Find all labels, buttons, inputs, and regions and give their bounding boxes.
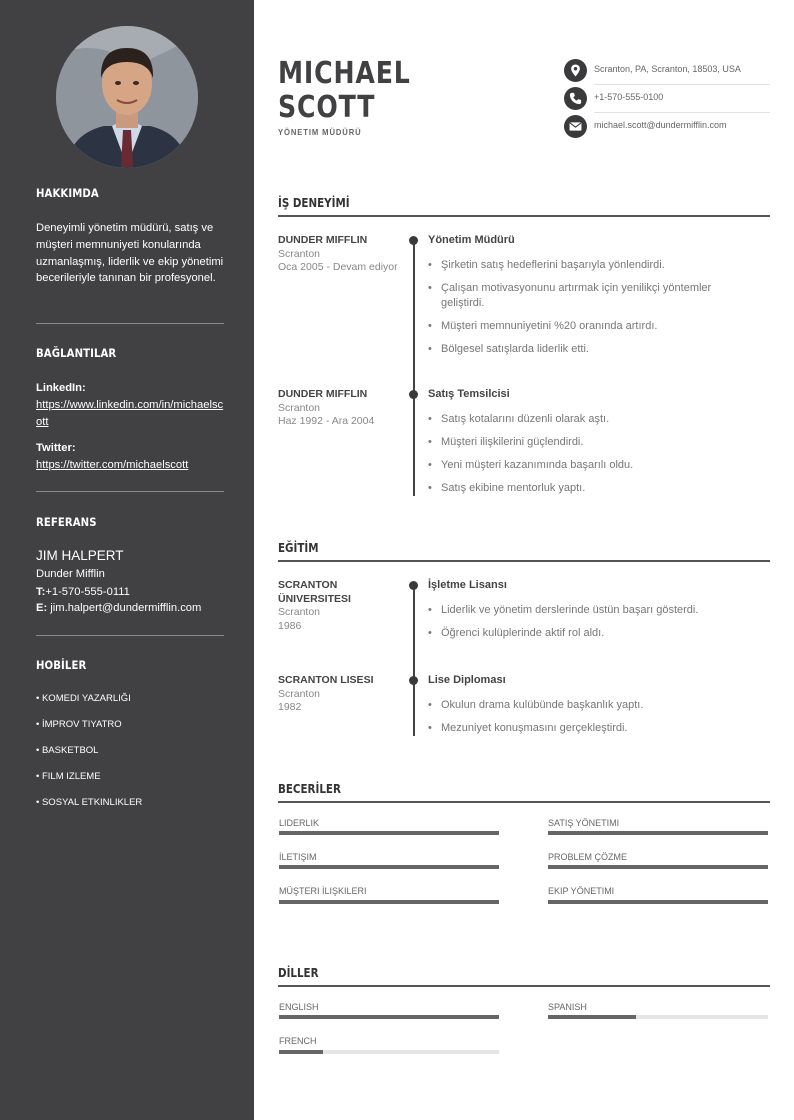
hobby-label: KOMEDI YAZARLIĞI	[41, 693, 131, 704]
link-linkedin	[36, 380, 226, 430]
email-text: michael.scott@dundermifflin.com	[594, 120, 727, 130]
language-bar	[279, 1015, 499, 1019]
section-divider	[278, 560, 770, 562]
contact-divider	[594, 112, 770, 113]
language-bar-fill	[279, 1015, 499, 1019]
company-location: Scranton	[278, 401, 321, 414]
reference-email-value: jim.halpert@dundermifflin.com	[50, 602, 202, 614]
experience-dates: Oca 2005 - Devam ediyor	[278, 261, 398, 273]
skill-label: SATIŞ YÖNETIMI	[548, 818, 620, 828]
envelope-icon	[564, 115, 587, 138]
experience-dates: Haz 1992 - Ara 2004	[278, 415, 375, 427]
experience-bullet: • Satış kotalarını düzenli olarak aştı.	[428, 412, 748, 427]
language-bar	[548, 1015, 768, 1019]
hobby-item: • KOMEDI YAZARLIĞI	[36, 693, 131, 704]
company-location: Scranton	[278, 247, 321, 260]
hobby-label: SOSYAL ETKINLIKLER	[41, 797, 143, 808]
hobby-label: FILM IZLEME	[41, 771, 101, 782]
experience-timeline	[413, 240, 415, 496]
hobby-label: BASKETBOL	[41, 745, 99, 756]
hobbies-heading: HOBİLER	[36, 658, 87, 672]
experience-bullet: • Müşteri ilişkilerini güçlendirdi.	[428, 435, 748, 450]
degree-name: Lise Diploması	[428, 674, 506, 686]
education-bullet: • Mezuniyet konuşmasını gerçekleştirdi.	[428, 721, 748, 736]
contact-email	[564, 115, 770, 137]
skill-bar	[279, 831, 499, 835]
sidebar	[0, 0, 254, 1120]
experience-bullet: • Satış ekibine mentorluk yaptı.	[428, 481, 748, 496]
language-bar	[279, 1050, 499, 1054]
language-bar-fill	[279, 1050, 323, 1054]
graduation-year: 1982	[278, 701, 302, 713]
reference-name: JIM HALPERT	[36, 548, 124, 563]
sidebar-divider	[36, 635, 224, 636]
language-label: ENGLISH	[279, 1002, 319, 1012]
twitter-label: Twitter:	[36, 442, 76, 454]
skill-bar-fill	[279, 900, 499, 904]
last-name: SCOTT	[278, 90, 376, 125]
skill-bar-fill	[279, 865, 499, 869]
languages-heading: DİLLER	[278, 966, 319, 980]
hobby-label: İMPROV TIYATRO	[41, 719, 122, 730]
school-location: Scranton	[278, 687, 321, 700]
contact-divider	[594, 84, 770, 85]
experience-heading: İŞ DENEYİMİ	[278, 196, 350, 210]
section-divider	[278, 215, 770, 217]
twitter-link[interactable]: https://twitter.com/michaelscott	[36, 458, 189, 471]
skill-label: PROBLEM ÇÖZME	[548, 852, 628, 862]
contact-address	[564, 59, 770, 81]
first-name: MICHAEL	[278, 56, 411, 91]
language-label: SPANISH	[548, 1002, 587, 1012]
skill-bar-fill	[279, 831, 499, 835]
education-heading: EĞİTİM	[278, 541, 319, 555]
reference-phone-label: T:	[36, 586, 46, 598]
education-bullet: • Okulun drama kulübünde başkanlık yaptı.	[428, 698, 748, 713]
education-entry-meta	[278, 674, 398, 715]
education-bullet: • Öğrenci kulüplerinde aktif rol aldı.	[428, 626, 748, 641]
degree-name: İşletme Lisansı	[428, 579, 507, 591]
skill-label: MÜŞTERI İLIŞKILERI	[279, 886, 367, 896]
reference-phone-value: +1-570-555-0111	[45, 586, 130, 598]
timeline-dot	[409, 676, 418, 685]
skill-label: İLETIŞIM	[279, 852, 317, 862]
about-text: Deneyimli yönetim müdürü, satış ve müşteri memnuniyeti konularında uzmanlaşmış, liderlik ve ekip yönetimi becerileriyle tanınan bir profesyonel.	[36, 222, 224, 285]
job-role: Satış Temsilcisi	[428, 388, 510, 400]
skill-bar-fill	[548, 865, 768, 869]
skills-heading: BECERİLER	[278, 782, 341, 796]
job-title: YÖNETIM MÜDÜRÜ	[278, 127, 362, 137]
map-pin-icon	[564, 59, 587, 82]
school-name: SCRANTON ÜNIVERSITESI	[278, 579, 351, 605]
reference-email-label: E:	[36, 602, 48, 614]
education-timeline	[413, 585, 415, 736]
linkedin-link[interactable]: https://www.linkedin.com/in/michaelscott	[36, 398, 224, 428]
company-name: DUNDER MIFFLIN	[278, 234, 368, 246]
experience-bullet: • Yeni müşteri kazanımında başarılı oldu.	[428, 458, 748, 473]
linkedin-label: LinkedIn:	[36, 382, 86, 394]
experience-bullet: • Bölgesel satışlarda liderlik etti.	[428, 342, 748, 357]
reference-phone	[36, 584, 226, 601]
phone-text: +1-570-555-0100	[594, 92, 664, 102]
reference-company: Dunder Mifflin	[36, 568, 105, 580]
job-role: Yönetim Müdürü	[428, 234, 515, 246]
skill-label: LIDERLIK	[279, 818, 320, 828]
reference-heading: REFERANS	[36, 515, 97, 529]
skill-bar	[548, 831, 768, 835]
links-heading: BAĞLANTILAR	[36, 346, 117, 360]
skill-bar	[548, 900, 768, 904]
skill-bar-fill	[548, 831, 768, 835]
experience-bullet: • Şirketin satış hedeflerini başarıyla yönlendirdi.	[428, 258, 748, 273]
profile-photo	[56, 26, 198, 168]
section-divider	[278, 801, 770, 803]
reference-email	[36, 600, 226, 617]
education-entry-meta	[278, 579, 388, 633]
experience-entry-meta	[278, 388, 398, 429]
experience-entry-meta	[278, 234, 398, 275]
hobby-item: • SOSYAL ETKINLIKLER	[36, 797, 143, 808]
hobby-item: • İMPROV TIYATRO	[36, 719, 122, 730]
phone-icon	[564, 87, 587, 110]
section-divider	[278, 985, 770, 987]
link-twitter	[36, 440, 226, 474]
sidebar-divider	[36, 491, 224, 492]
main-content	[254, 0, 794, 1120]
address-text: Scranton, PA, Scranton, 18503, USA	[594, 64, 741, 74]
school-location: Scranton	[278, 606, 321, 618]
company-name: DUNDER MIFFLIN	[278, 388, 368, 400]
skill-bar-fill	[548, 900, 768, 904]
skill-bar	[279, 900, 499, 904]
hobby-item: • BASKETBOL	[36, 745, 99, 756]
timeline-dot	[409, 236, 418, 245]
school-name: SCRANTON LISESI	[278, 674, 374, 686]
experience-bullet: • Müşteri memnuniyetini %20 oranında artırdı.	[428, 319, 748, 334]
experience-bullet: • Çalışan motivasyonunu artırmak için yenilikçi yöntemler geliştirdi.	[428, 281, 748, 311]
timeline-dot	[409, 581, 418, 590]
hobby-item: • FILM IZLEME	[36, 771, 101, 782]
language-bar-fill	[548, 1015, 636, 1019]
language-label: FRENCH	[279, 1036, 317, 1046]
skill-bar	[279, 865, 499, 869]
graduation-year: 1986	[278, 619, 302, 632]
sidebar-divider	[36, 323, 224, 324]
skill-bar	[548, 865, 768, 869]
education-bullet: • Liderlik ve yönetim derslerinde üstün başarı gösterdi.	[428, 603, 748, 618]
about-heading: HAKKIMDA	[36, 186, 99, 200]
skill-label: EKIP YÖNETIMI	[548, 886, 615, 896]
timeline-dot	[409, 390, 418, 399]
contact-phone	[564, 87, 770, 109]
